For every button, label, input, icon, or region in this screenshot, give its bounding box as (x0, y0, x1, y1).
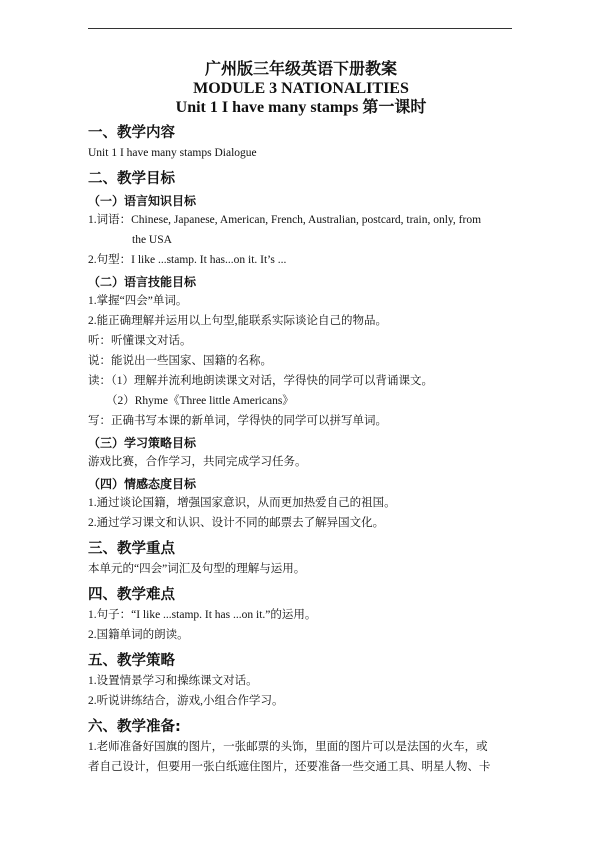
section-heading-key-points: 三、教学重点 (88, 541, 175, 557)
vocab-line: 1.词语：Chinese, Japanese, American, French, Australian, postcard, train, only, from (88, 214, 482, 226)
section-heading-content: 一、教学内容 (88, 125, 175, 141)
skills-line-listen: 听：听懂课文对话。 (88, 335, 192, 347)
section-heading-difficulties: 四、教学难点 (88, 587, 175, 603)
difficulty-line-2: 2.国籍单词的朗读。 (88, 629, 189, 641)
skills-line-rhyme: （2）Rhyme《Three little Americans》 (106, 395, 294, 407)
strategies-line-1: 1.设置情景学习和操练课文对话。 (88, 675, 258, 687)
attitude-line-2: 2.通过学习课文和认识、设计不同的邮票去了解异国文化。 (88, 517, 385, 529)
skills-line-write: 写：正确书写本课的新单词，学得快的同学可以拼写单词。 (88, 415, 387, 427)
skills-line-speak: 说：能说出一些国家、国籍的名称。 (88, 355, 272, 367)
header-rule (88, 28, 512, 29)
preparation-line-1: 1.老师准备好国旗的图片，一张邮票的头饰，里面的图片可以是法国的火车，或 (88, 741, 488, 753)
skills-line-1: 1.掌握“四会”单词。 (88, 295, 188, 307)
subheading-attitude: （四）情感态度目标 (88, 477, 197, 491)
sentence-pattern-line: 2.句型：I like ...stamp. It has...on it. It’s ... (88, 254, 287, 266)
module-title: MODULE 3 NATIONALITIES (193, 80, 409, 97)
key-points-text: 本单元的“四会”词汇及句型的理解与运用。 (88, 563, 306, 575)
subheading-strategy: （三）学习策略目标 (88, 436, 197, 450)
doc-title: 广州版三年级英语下册教案 (204, 61, 397, 78)
document-body (88, 60, 514, 777)
difficulty-line-1: 1.句子：“I like ...stamp. It has ...on it.”的运用。 (88, 609, 317, 621)
skills-line-2: 2.能正确理解并运用以上句型,能联系实际谈论自己的物品。 (88, 315, 387, 327)
subheading-knowledge: （一）语言知识目标 (88, 194, 197, 208)
preparation-line-2: 者自己设计，但要用一张白纸遮住图片，还要准备一些交通工具、明星人物、卡 (88, 761, 491, 773)
vocab-line-cont: the USA (132, 234, 172, 246)
subheading-skills: （二）语言技能目标 (88, 275, 197, 289)
strategy-line: 游戏比赛，合作学习，共同完成学习任务。 (88, 456, 307, 468)
section-heading-objectives: 二、教学目标 (88, 171, 175, 187)
skills-line-read: 读：（1）理解并流利地朗读课文对话，学得快的同学可以背诵课文。 (88, 375, 433, 387)
content-text: Unit 1 I have many stamps Dialogue (88, 147, 257, 159)
strategies-line-2: 2.听说讲练结合，游戏,小组合作学习。 (88, 695, 284, 707)
section-heading-strategies: 五、教学策略 (88, 653, 175, 669)
section-heading-preparation: 六、教学准备: (88, 719, 181, 735)
attitude-line-1: 1.通过谈论国籍，增强国家意识，从而更加热爱自己的祖国。 (88, 497, 396, 509)
unit-title: Unit 1 I have many stamps 第一课时 (175, 99, 427, 116)
